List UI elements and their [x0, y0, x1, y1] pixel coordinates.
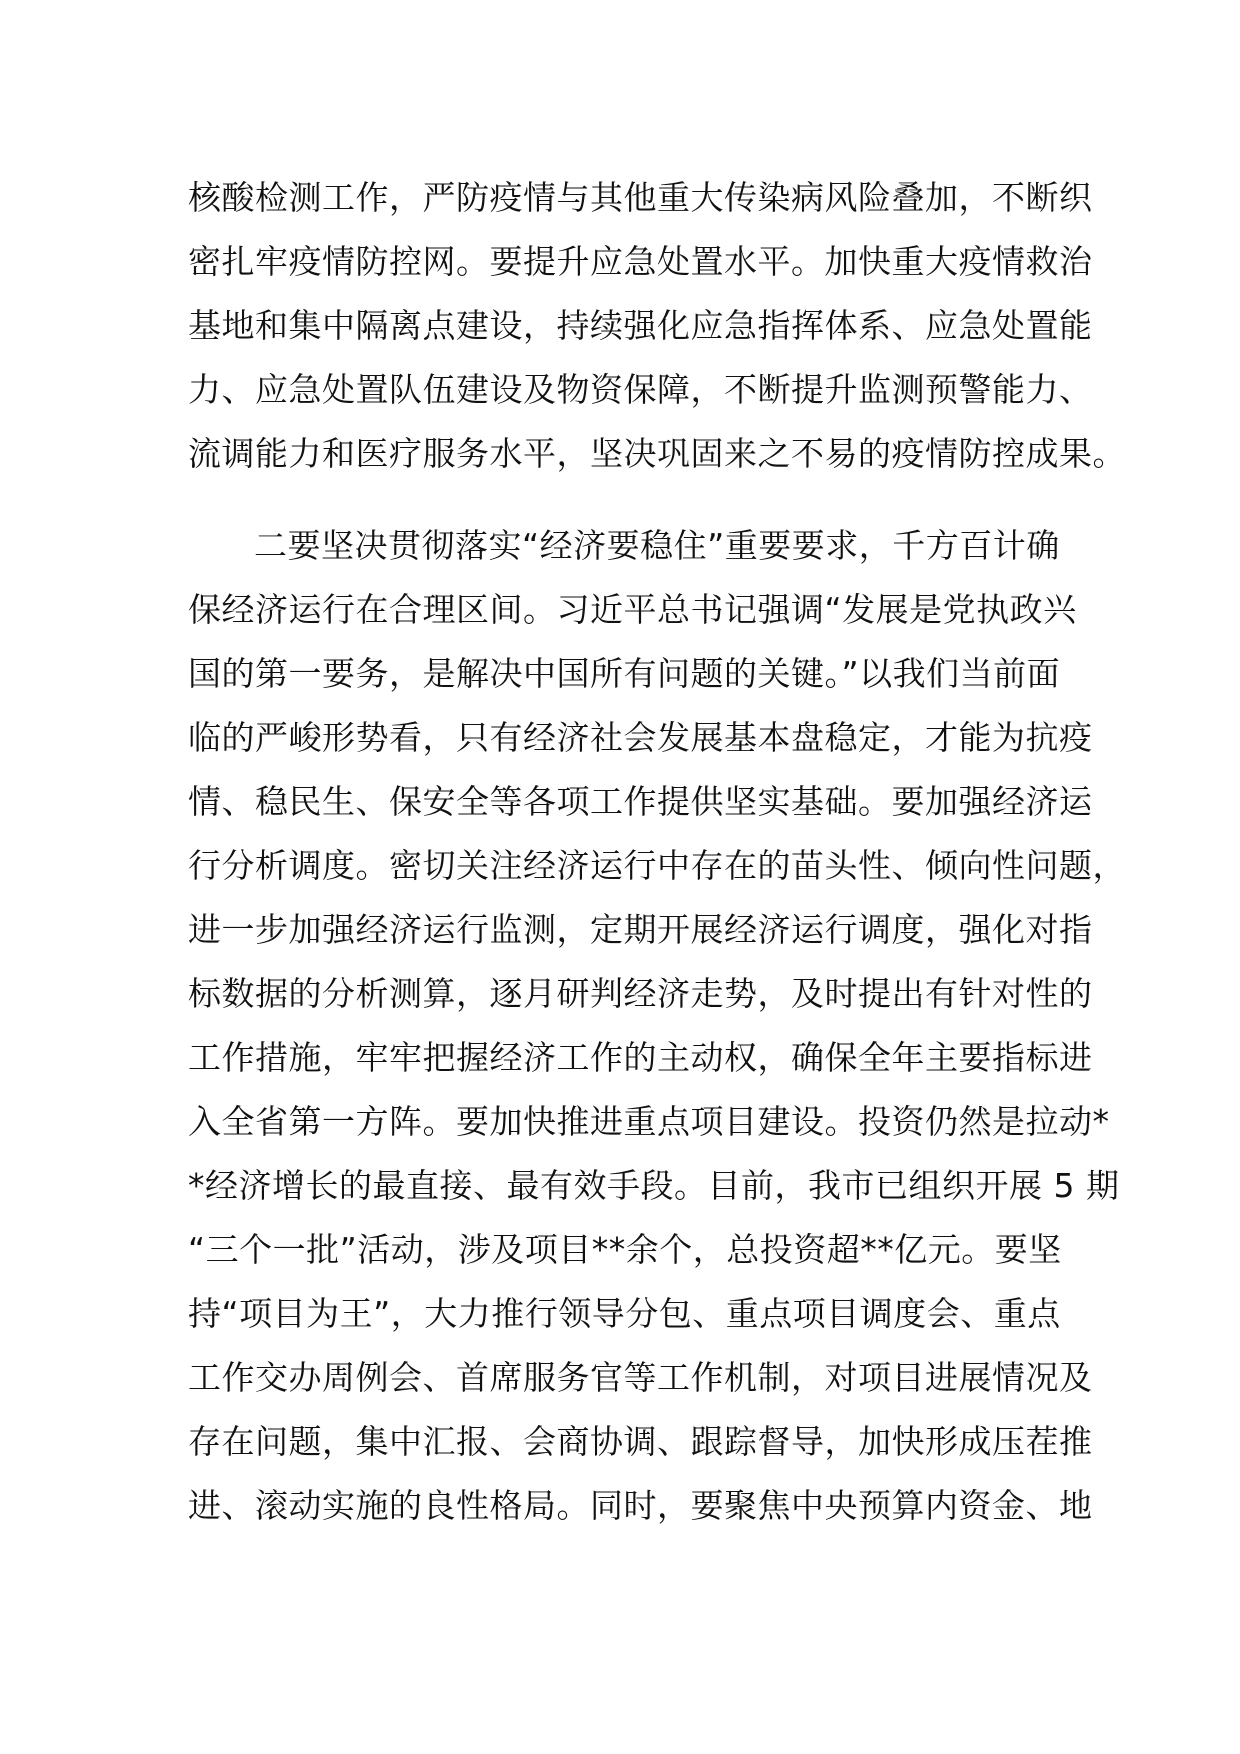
- text-line: 情、稳民生、保安全等各项工作提供坚实基础。要加强经济运: [188, 782, 1093, 821]
- text-line: 工作交办周例会、首席服务官等工作机制，对项目进展情况及: [188, 1358, 1093, 1397]
- text-line: 力、应急处置队伍建设及物资保障，不断提升监测预警能力、: [188, 370, 1093, 409]
- text-line: 密扎牢疫情防控网。要提升应急处置水平。加快重大疫情救治: [188, 242, 1093, 281]
- text-line: 入全省第一方阵。要加快推进重点项目建设。投资仍然是拉动*: [188, 1102, 1110, 1141]
- text-line: 核酸检测工作，严防疫情与其他重大传染病风险叠加，不断织: [188, 178, 1093, 217]
- text-line: 持“项目为王”，大力推行领导分包、重点项目调度会、重点: [188, 1294, 1061, 1333]
- text-line: 标数据的分析测算，逐月研判经济走势，及时提出有针对性的: [188, 974, 1093, 1013]
- text-line: *经济增长的最直接、最有效手段。目前，我市已组织开展 5 期: [188, 1166, 1120, 1205]
- text-line: 保经济运行在合理区间。习近平总书记强调“发展是党执政兴: [188, 590, 1077, 629]
- text-line: “三个一批”活动，涉及项目**余个，总投资超**亿元。要坚: [188, 1230, 1062, 1269]
- text-line: 临的严峻形势看，只有经济社会发展基本盘稳定，才能为抗疫: [188, 718, 1093, 757]
- text-line: 行分析调度。密切关注经济运行中存在的苗头性、倾向性问题，: [188, 846, 1126, 885]
- text-line: 存在问题，集中汇报、会商协调、跟踪督导，加快形成压茬推: [188, 1422, 1093, 1461]
- text-line: 基地和集中隔离点建设，持续强化应急指挥体系、应急处置能: [188, 306, 1093, 345]
- text-line: 工作措施，牢牢把握经济工作的主动权，确保全年主要指标进: [188, 1038, 1093, 1077]
- text-line: 国的第一要务，是解决中国所有问题的关键。”以我们当前面: [188, 654, 1061, 693]
- text-line: 流调能力和医疗服务水平，坚决巩固来之不易的疫情防控成果。: [188, 434, 1126, 473]
- paragraph-first-line: 二要坚决贯彻落实“经济要稳住”重要要求，千方百计确: [254, 526, 1060, 565]
- text-line: 进一步加强经济运行监测，定期开展经济运行调度，强化对指: [188, 910, 1093, 949]
- text-line: 进、滚动实施的良性格局。同时，要聚焦中央预算内资金、地: [188, 1486, 1093, 1525]
